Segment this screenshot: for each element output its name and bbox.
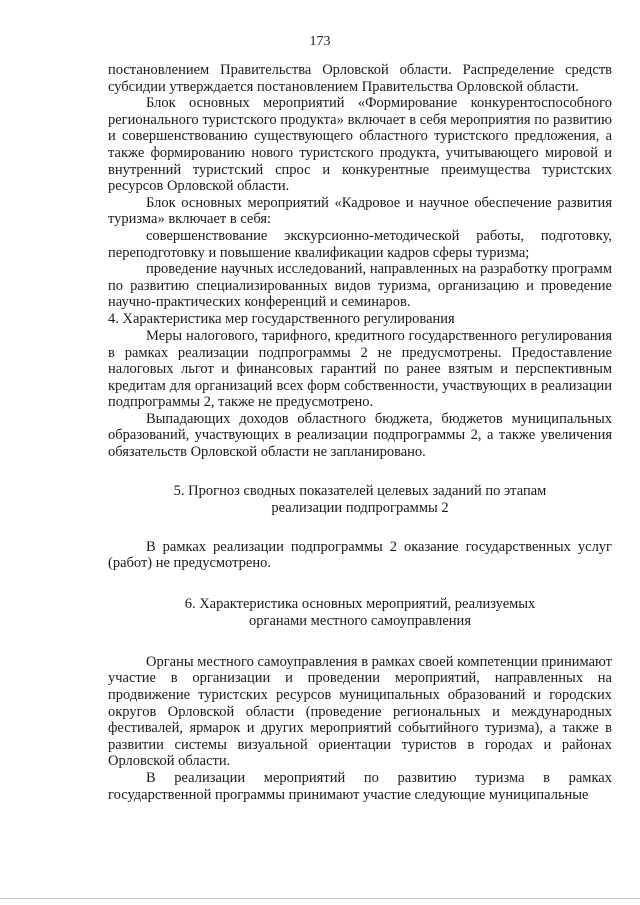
section-heading: 4. Характеристика мер государственного регулирования [108,310,455,327]
paragraph: Выпадающих доходов областного бюджета, бюджетов муниципальных образований, участвующих в реализации подпрограммы 2, а также увеличения обязательств Орловской области не запланировано. [108,410,612,461]
list-item: проведение научных исследований, направленных на разработку программ по развитию специализированных видов туризма, организацию и проведение научно-практических конференций и семинаров. [108,261,612,311]
list-item: совершенствование экскурсионно-методической работы, подготовку, переподготовку и повышение квалификации кадров сферы туризма; [108,227,612,261]
section-heading-line: реализации подпрограммы 2 [271,499,449,516]
section-heading-line: органами местного самоуправления [249,612,471,629]
section-heading-line: 5. Прогноз сводных показателей целевых заданий по этапам [173,482,547,499]
paragraph: Органы местного самоуправления в рамках своей компетенции принимают участие в организации и проведении мероприятий, направленных на продвижение туристских ресурсов муниципальных образований и городских округов Орловской области (проведение региональных и международных фестивалей, ярмарок и других мероприятий событийного туризма), а также в развитии системы визуальной ориентации туристов в городах и районах Орловской области. [108,653,612,770]
document-body [108,62,612,803]
section-heading [108,483,612,517]
paragraph: В рамках реализации подпрограммы 2 оказание государственных услуг (работ) не предусмотрено. [108,538,612,572]
paragraph: постановлением Правительства Орловской области. Распределение средств субсидии утверждается постановлением Правительства Орловской области. [108,62,612,95]
paragraph: Меры налогового, тарифного, кредитного государственного регулирования в рамках реализации подпрограммы 2 не предусмотрены. Предоставление налоговых льгот и финансовых гарантий по ранее взятым и перспективным кредитам для организаций всех форм собственности, участвующих в реализации подпрограммы 2, также не предусмотрено. [108,327,612,411]
paragraph: Блок основных мероприятий «Кадровое и научное обеспечение развития туризма» включает в себя: [108,194,612,228]
page-number: 173 [309,34,331,49]
section-heading-line: 6. Характеристика основных мероприятий, реализуемых [184,595,536,612]
paragraph: Блок основных мероприятий «Формирование конкурентоспособного регионального туристского продукта» включает в себя мероприятия по развитию и совершенствованию существующего областного туристского предложения, а также формированию нового туристского продукта, учитывающего мировой и внутренний туристский спрос и конкурентные преимущества туристских ресурсов Орловской области. [108,95,612,195]
scan-edge-line [0,898,640,899]
paragraph: В реализации мероприятий по развитию туризма в рамках государственной программы принимают участие следующие муниципальные [108,770,612,803]
section-heading [108,596,612,630]
